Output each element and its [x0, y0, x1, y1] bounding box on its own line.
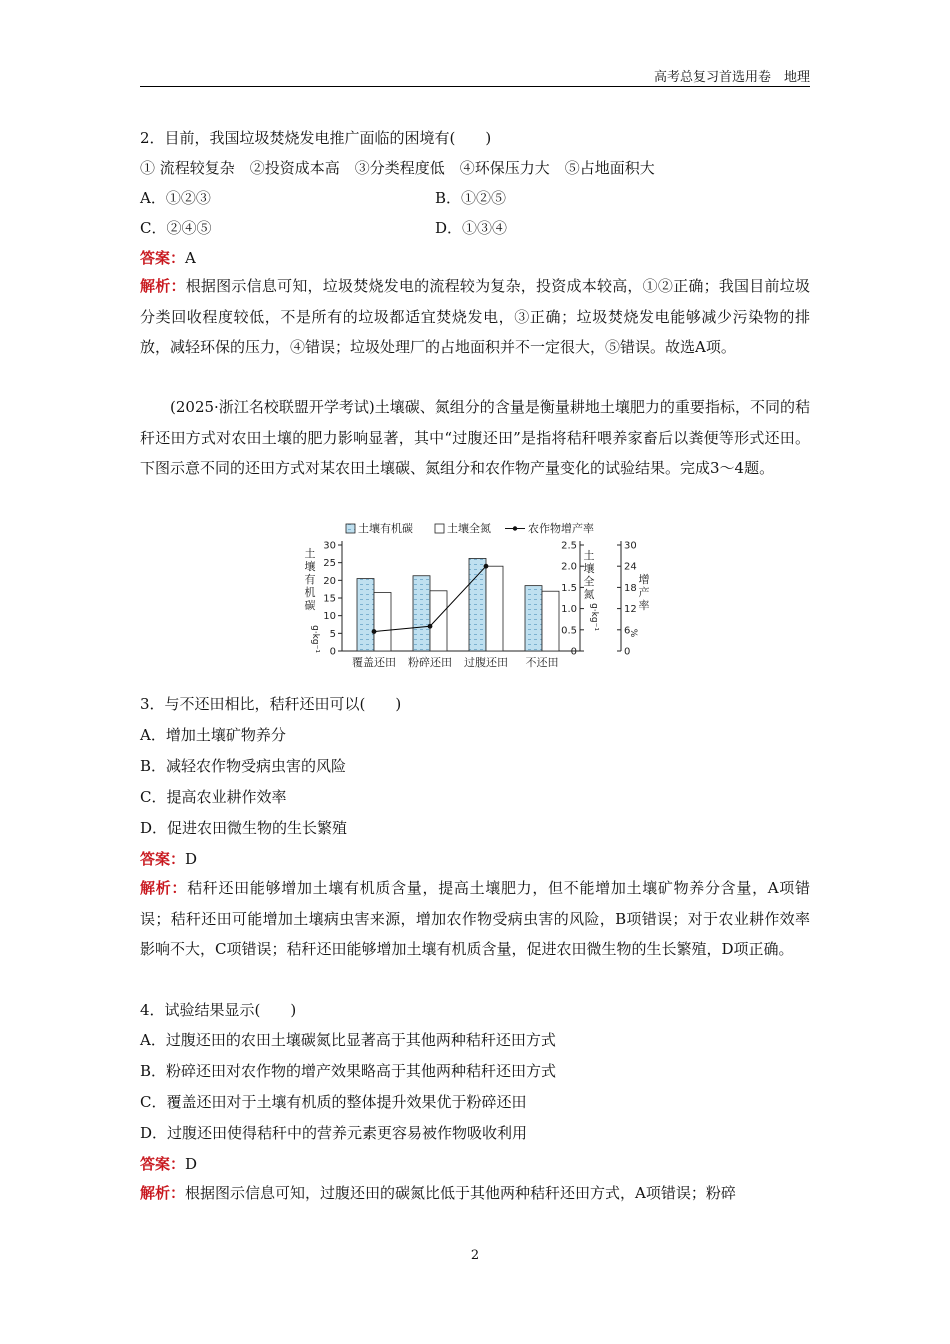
yield-rate-point [484, 564, 489, 569]
q2-option-c: C．②④⑤ [140, 219, 212, 237]
x-tick-label: 不还田 [525, 656, 559, 669]
analysis-label: 解析： [140, 879, 188, 897]
left-axis-tick-label: 30 [323, 540, 336, 552]
q2-answer [140, 248, 196, 268]
analysis-text: 秸秆还田能够增加土壤有机质含量，提高土壤肥力，但不能增加土壤矿物养分含量，A项错误；秸秆还田可能增加土壤病虫害来源，增加农作物受病虫害的风险，B项错误；对于农业耕作效率影响不大，C项错误；秸秆还田能够增加土壤有机质含量，促进农田微生物的生长繁殖，D项正确。 [140, 879, 810, 958]
answer-value: D [185, 1155, 198, 1173]
right-axis1-tick-label: 2.5 [561, 540, 577, 552]
right-axis2-tick-label: 12 [624, 604, 637, 616]
analysis-text: 根据图示信息可知，过腹还田的碳氮比低于其他两种秸秆还田方式，A项错误；粉碎 [185, 1184, 736, 1202]
chart [300, 517, 660, 677]
left-axis-label-char: 壤 [304, 560, 316, 573]
right-axis1-label-char: 壤 [583, 562, 595, 575]
right-axis2-label-char: 产 [638, 586, 650, 599]
q2-items: ① 流程较复杂 ②投资成本高 ③分类程度低 ④环保压力大 ⑤占地面积大 [140, 159, 655, 177]
right-axis2-tick-label: 30 [624, 540, 637, 552]
left-axis-tick-label: 5 [329, 628, 336, 640]
analysis-label: 解析： [140, 277, 186, 295]
q2-option-b: B．①②⑤ [435, 189, 507, 207]
q3-stem: 3．与不还田相比，秸秆还田可以( ) [140, 695, 402, 713]
q4-option-d: D．过腹还田使得秸秆中的营养元素更容易被作物吸收利用 [140, 1124, 528, 1142]
right-axis2-label-char: 率 [638, 599, 650, 612]
q2-option-a: A．①②③ [140, 189, 211, 207]
q4-option-b: B．粉碎还田对农作物的增产效果略高于其他两种秸秆还田方式 [140, 1062, 557, 1080]
right-axis1-tick-label: 1.0 [561, 604, 577, 616]
q3-option-c: C．提高农业耕作效率 [140, 788, 287, 806]
left-axis-label-char: 机 [304, 586, 316, 599]
answer-label: 答案： [140, 850, 186, 868]
bar-organic-carbon [525, 586, 542, 651]
left-axis-tick-label: 15 [323, 593, 336, 605]
right-axis2-tick-label: 24 [624, 561, 637, 573]
legend-label-yield: 农作物增产率 [528, 522, 594, 535]
x-tick-label: 粉碎还田 [408, 656, 452, 669]
right-axis1-tick-label: 0.5 [561, 625, 577, 637]
q3-option-b: B．减轻农作物受病虫害的风险 [140, 757, 347, 775]
legend-label-carbon: 土壤有机碳 [358, 522, 413, 535]
q2-stem: 2．目前，我国垃圾焚烧发电推广面临的困境有( ) [140, 129, 492, 147]
right-axis1-tick-label: 2.0 [561, 561, 577, 573]
x-tick-label: 过腹还田 [464, 656, 508, 669]
bar-organic-carbon [469, 558, 486, 651]
bar-total-nitrogen [430, 591, 447, 651]
answer-value: D [185, 850, 198, 868]
header-rule [140, 86, 810, 87]
right-axis1-unit: g·kg⁻¹ [589, 603, 599, 631]
analysis-text: 根据图示信息可知，垃圾焚烧发电的流程较为复杂，投资成本较高，①②正确；我国目前垃圾分类回收程度较低，不是所有的垃圾都适宜焚烧发电，③正确；垃圾焚烧发电能够减少污染物的排放，减轻环保的压力，④错误；垃圾处理厂的占地面积并不一定很大，⑤错误。故选A项。 [140, 277, 810, 356]
q4-option-a: A．过腹还田的农田土壤碳氮比显著高于其他两种秸秆还田方式 [140, 1031, 556, 1049]
left-axis-label-char: 有 [304, 573, 316, 586]
material-intro: (2025·浙江名校联盟开学考试)土壤碳、氮组分的含量是衡量耕地土壤肥力的重要指标，不同的秸秆还田方式对农田土壤的肥力影响显著，其中“过腹还田”是指将秸秆喂养家畜后以粪便等形式还田。下图示意不同的还田方式对某农田土壤碳、氮组分和农作物产量变化的试验结果。完成3～4题。 [140, 398, 810, 477]
left-axis-label-char: 碳 [304, 599, 316, 612]
answer-value: A [185, 249, 196, 267]
q3-option-d: D．促进农田微生物的生长繁殖 [140, 819, 348, 837]
right-axis2-tick-label: 0 [624, 646, 631, 658]
right-axis1-tick-label: 1.5 [561, 582, 577, 594]
right-axis2-label-char: 增 [638, 573, 650, 586]
bar-total-nitrogen [542, 591, 559, 651]
analysis-label: 解析： [140, 1184, 186, 1202]
legend-swatch-carbon [346, 524, 355, 533]
running-header: 高考总复习首选用卷 地理 [653, 70, 810, 85]
q4-stem: 4．试验结果显示( ) [140, 1001, 297, 1019]
page-number: 2 [470, 1248, 480, 1263]
bar-organic-carbon [413, 576, 430, 651]
answer-label: 答案： [140, 1155, 186, 1173]
bar-organic-carbon [357, 579, 374, 651]
yield-rate-point [372, 629, 377, 634]
x-tick-label: 覆盖还田 [352, 656, 396, 669]
right-axis2-tick-label: 6 [624, 625, 631, 637]
q2-analysis [140, 271, 810, 363]
right-axis2-tick-label: 18 [624, 582, 637, 594]
left-axis-unit: g·kg⁻¹ [310, 625, 320, 653]
bar-total-nitrogen [374, 592, 391, 651]
legend-label-nitrogen: 土壤全氮 [447, 522, 491, 535]
left-axis-tick-label: 20 [323, 575, 336, 587]
q4-option-c: C．覆盖还田对于土壤有机质的整体提升效果优于粉碎还田 [140, 1093, 527, 1111]
q3-answer [140, 849, 197, 869]
bar-total-nitrogen [486, 566, 503, 651]
legend-swatch-nitrogen [435, 524, 444, 533]
right-axis1-label-char: 土 [583, 549, 595, 562]
left-axis-tick-label: 25 [323, 558, 336, 570]
answer-label: 答案： [140, 249, 186, 267]
right-axis1-tick-label: 0 [570, 646, 577, 658]
q2-option-d: D．①③④ [435, 219, 508, 237]
right-axis2-unit: % [628, 628, 638, 638]
left-axis-label-char: 土 [304, 547, 316, 560]
legend-marker-yield [513, 526, 517, 530]
q3-option-a: A．增加土壤矿物养分 [140, 726, 286, 744]
q3-analysis [140, 873, 810, 965]
right-axis1-label-char: 全 [583, 575, 595, 588]
q4-answer [140, 1154, 197, 1174]
left-axis-tick-label: 10 [323, 611, 336, 623]
q4-analysis [140, 1178, 810, 1209]
yield-rate-point [428, 624, 433, 629]
right-axis1-label-char: 氮 [583, 588, 595, 601]
left-axis-tick-label: 0 [329, 646, 336, 658]
